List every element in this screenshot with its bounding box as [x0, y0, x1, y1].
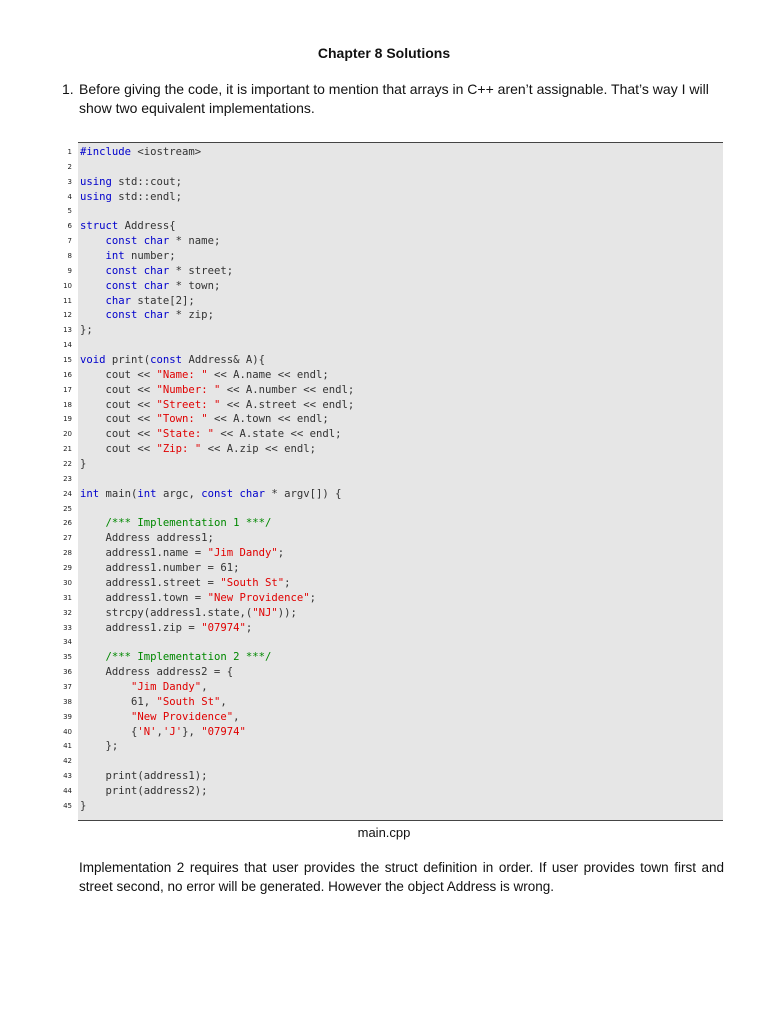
- code-line: [80, 175, 720, 190]
- line-number: 40: [63, 727, 72, 736]
- code-token: main(: [99, 487, 138, 500]
- code-token: int: [105, 250, 125, 263]
- code-token: char: [105, 294, 132, 307]
- code-token: }: [80, 458, 87, 471]
- code-token: address1.name =: [80, 547, 208, 560]
- code-line: [80, 412, 720, 427]
- line-number: 34: [63, 638, 72, 647]
- code-listing: [80, 145, 720, 814]
- code-token: const char: [105, 309, 170, 322]
- code-line: [80, 442, 720, 457]
- code-token: << A.town << endl;: [207, 413, 329, 426]
- code-token: strcpy(address1.state,(: [80, 606, 253, 619]
- code-line: [80, 338, 720, 353]
- code-line: [80, 665, 720, 680]
- line-number: 39: [63, 712, 72, 721]
- code-token: int: [137, 487, 157, 500]
- code-token: const char: [201, 487, 265, 500]
- line-number: 1: [67, 148, 72, 156]
- line-number: 22: [63, 460, 72, 469]
- line-number: 32: [63, 608, 72, 617]
- line-number: 12: [63, 311, 72, 320]
- line-number: 2: [67, 162, 72, 171]
- code-token: const char: [105, 264, 170, 277]
- line-number: 20: [63, 430, 72, 439]
- code-line: [80, 234, 720, 249]
- line-number: 15: [63, 356, 72, 365]
- code-token: address1.town =: [80, 591, 208, 604]
- line-number: 36: [63, 668, 72, 677]
- line-number: 18: [63, 400, 72, 409]
- code-token: struct: [80, 220, 119, 233]
- code-token: * zip;: [169, 309, 214, 322]
- code-token: [80, 651, 106, 663]
- code-token: ));: [277, 606, 297, 619]
- code-token: 'N': [137, 725, 157, 738]
- code-token: Address& A){: [182, 354, 265, 367]
- code-token: cout <<: [80, 443, 157, 456]
- line-number: 16: [63, 370, 72, 379]
- code-line: [80, 264, 720, 279]
- code-token: cout <<: [80, 428, 157, 441]
- code-token: argc,: [156, 487, 202, 500]
- line-number: 24: [63, 489, 72, 498]
- code-line: [80, 145, 720, 160]
- code-token: [80, 681, 131, 693]
- code-token: "NJ": [252, 606, 278, 619]
- code-token: ;: [284, 576, 291, 589]
- code-line: [80, 784, 720, 799]
- code-token: "State: ": [156, 428, 214, 441]
- line-number: 44: [63, 786, 72, 795]
- code-line: [80, 204, 720, 219]
- line-number: 28: [63, 549, 72, 558]
- code-token: "Zip: ": [156, 443, 202, 456]
- code-token: print(address2);: [80, 784, 208, 797]
- code-token: cout <<: [80, 368, 157, 381]
- code-token: [80, 235, 106, 247]
- line-number: 26: [63, 519, 72, 528]
- code-token: const: [150, 354, 183, 367]
- code-token: }: [80, 799, 87, 812]
- code-token: ,: [156, 725, 163, 738]
- code-token: "South St": [220, 576, 285, 589]
- code-token: using: [80, 175, 112, 188]
- code-token: cout <<: [80, 383, 157, 396]
- line-number: 41: [63, 742, 72, 751]
- code-token: "Town: ": [156, 413, 208, 426]
- code-caption: main.cpp: [357, 825, 411, 840]
- code-line: [80, 546, 720, 561]
- code-token: cout <<: [80, 413, 157, 426]
- code-token: [80, 309, 106, 321]
- code-token: Address address1;: [80, 532, 214, 545]
- code-token: 'J': [162, 725, 183, 738]
- line-number: 7: [67, 237, 72, 246]
- code-line: [80, 695, 720, 710]
- code-token: "07974": [201, 621, 246, 634]
- line-number: 17: [63, 385, 72, 394]
- code-token: ,: [233, 710, 240, 723]
- code-token: [80, 250, 106, 262]
- code-token: << A.zip << endl;: [201, 443, 317, 456]
- closing-paragraph: Implementation 2 requires that user provides the struct definition in order. If user provides town first and street second, no error will be generated. However the object Address is wrong.: [79, 860, 724, 894]
- line-number: 19: [63, 415, 72, 424]
- line-number: 3: [67, 177, 72, 186]
- code-token: << A.state << endl;: [213, 428, 342, 441]
- code-token: #include: [80, 146, 132, 158]
- code-token: };: [80, 740, 119, 753]
- code-token: ,: [220, 695, 227, 708]
- code-token: ;: [277, 547, 285, 560]
- code-token: void: [80, 354, 106, 367]
- code-line: [80, 398, 720, 413]
- code-token: "07974": [201, 725, 246, 738]
- code-token: ,: [201, 680, 208, 693]
- code-token: using: [80, 190, 112, 203]
- code-token: << A.name << endl;: [207, 368, 329, 381]
- code-line: [80, 190, 720, 205]
- code-line: [80, 635, 720, 650]
- line-number: 31: [63, 593, 72, 602]
- line-number: 29: [63, 564, 72, 573]
- code-token: const char: [105, 279, 170, 292]
- code-line: [80, 606, 720, 621]
- line-number: 9: [67, 266, 72, 275]
- page-title: Chapter 8 Solutions: [317, 45, 451, 61]
- code-token: Address{: [118, 220, 176, 233]
- line-number: 30: [63, 578, 72, 587]
- code-token: * argv[]) {: [265, 487, 342, 500]
- list-item-text: Before giving the code, it is important to mention that arrays in C++ aren’t assignable. That’s way I will show two equivalent implementations.: [79, 81, 709, 116]
- line-number: 42: [63, 757, 72, 766]
- line-number: 45: [63, 801, 72, 810]
- line-number: 38: [63, 697, 72, 706]
- line-number: 6: [67, 222, 72, 231]
- code-line: [80, 502, 720, 517]
- code-line: [80, 710, 720, 725]
- code-token: /*** Implementation 2 ***/: [105, 651, 272, 664]
- code-line: [80, 769, 720, 784]
- code-token: "Number: ": [156, 383, 221, 396]
- code-token: * town;: [169, 279, 221, 292]
- code-line: [80, 219, 720, 234]
- line-number: 5: [67, 207, 72, 216]
- code-line: [80, 308, 720, 323]
- code-line: [80, 680, 720, 695]
- line-number: 27: [63, 534, 72, 543]
- code-token: ;: [245, 621, 253, 634]
- code-token: address1.street =: [80, 576, 221, 589]
- code-line: [80, 249, 720, 264]
- line-number: 33: [63, 623, 72, 632]
- line-number: 8: [67, 252, 72, 261]
- code-token: * street;: [169, 264, 234, 277]
- code-line: [80, 561, 720, 576]
- code-token: };: [80, 324, 93, 337]
- line-number: 14: [63, 341, 72, 350]
- code-line: [80, 160, 720, 175]
- code-line: [80, 294, 720, 309]
- code-token: Address address2 = {: [80, 666, 234, 679]
- code-token: [80, 517, 106, 529]
- code-line: [80, 650, 720, 665]
- code-token: cout <<: [80, 398, 157, 411]
- code-line: [80, 457, 720, 472]
- code-token: std::endl;: [111, 190, 183, 203]
- code-token: "New Providence": [131, 710, 234, 723]
- code-token: "Jim Dandy": [131, 680, 202, 693]
- code-line: [80, 516, 720, 531]
- code-line: [80, 472, 720, 487]
- code-token: "Name: ": [156, 368, 208, 381]
- code-line-numbers: [40, 145, 72, 814]
- code-line: [80, 531, 720, 546]
- code-token: },: [182, 725, 202, 738]
- code-line: [80, 427, 720, 442]
- code-line: [80, 323, 720, 338]
- line-number: 43: [63, 772, 72, 781]
- code-token: std::cout;: [111, 175, 183, 188]
- line-number: 25: [63, 504, 72, 513]
- code-line: [80, 383, 720, 398]
- line-number: 11: [63, 296, 72, 305]
- code-token: state[2];: [131, 294, 195, 307]
- code-token: int: [80, 487, 100, 500]
- code-token: number;: [124, 250, 176, 263]
- code-line: [80, 591, 720, 606]
- code-token: const char: [105, 235, 170, 248]
- code-token: address1.number = 61;: [80, 562, 240, 575]
- code-token: 61,: [80, 695, 157, 708]
- code-token: [80, 280, 106, 292]
- line-number: 13: [63, 326, 72, 335]
- code-token: << A.street << endl;: [220, 398, 355, 411]
- code-token: print(: [105, 354, 151, 367]
- line-number: 23: [63, 474, 72, 483]
- code-token: address1.zip =: [80, 621, 202, 634]
- list-item-number: 1.: [62, 81, 74, 97]
- code-token: ;: [309, 591, 317, 604]
- code-token: <iostream>: [131, 146, 202, 158]
- code-line: [80, 368, 720, 383]
- code-line: [80, 279, 720, 294]
- code-line: [80, 739, 720, 754]
- code-line: [80, 799, 720, 814]
- code-line: [80, 754, 720, 769]
- code-token: "New Providence": [207, 591, 310, 604]
- line-number: 35: [63, 653, 72, 662]
- line-number: 10: [63, 281, 72, 290]
- code-token: {: [80, 725, 138, 738]
- code-token: [80, 295, 106, 307]
- code-token: [80, 711, 131, 723]
- line-number: 21: [63, 445, 72, 454]
- code-token: /*** Implementation 1 ***/: [105, 517, 272, 530]
- code-line: [80, 621, 720, 636]
- code-token: << A.number << endl;: [220, 383, 355, 396]
- code-line: [80, 725, 720, 740]
- line-number: 37: [63, 682, 72, 691]
- code-line: [80, 576, 720, 591]
- code-token: print(address1);: [80, 770, 208, 783]
- code-token: "Street: ": [156, 398, 221, 411]
- code-token: [80, 265, 106, 277]
- line-number: 4: [67, 192, 72, 201]
- code-token: "South St": [156, 695, 221, 708]
- code-line: [80, 353, 720, 368]
- code-token: "Jim Dandy": [207, 547, 278, 560]
- code-token: * name;: [169, 235, 221, 248]
- code-line: [80, 487, 720, 502]
